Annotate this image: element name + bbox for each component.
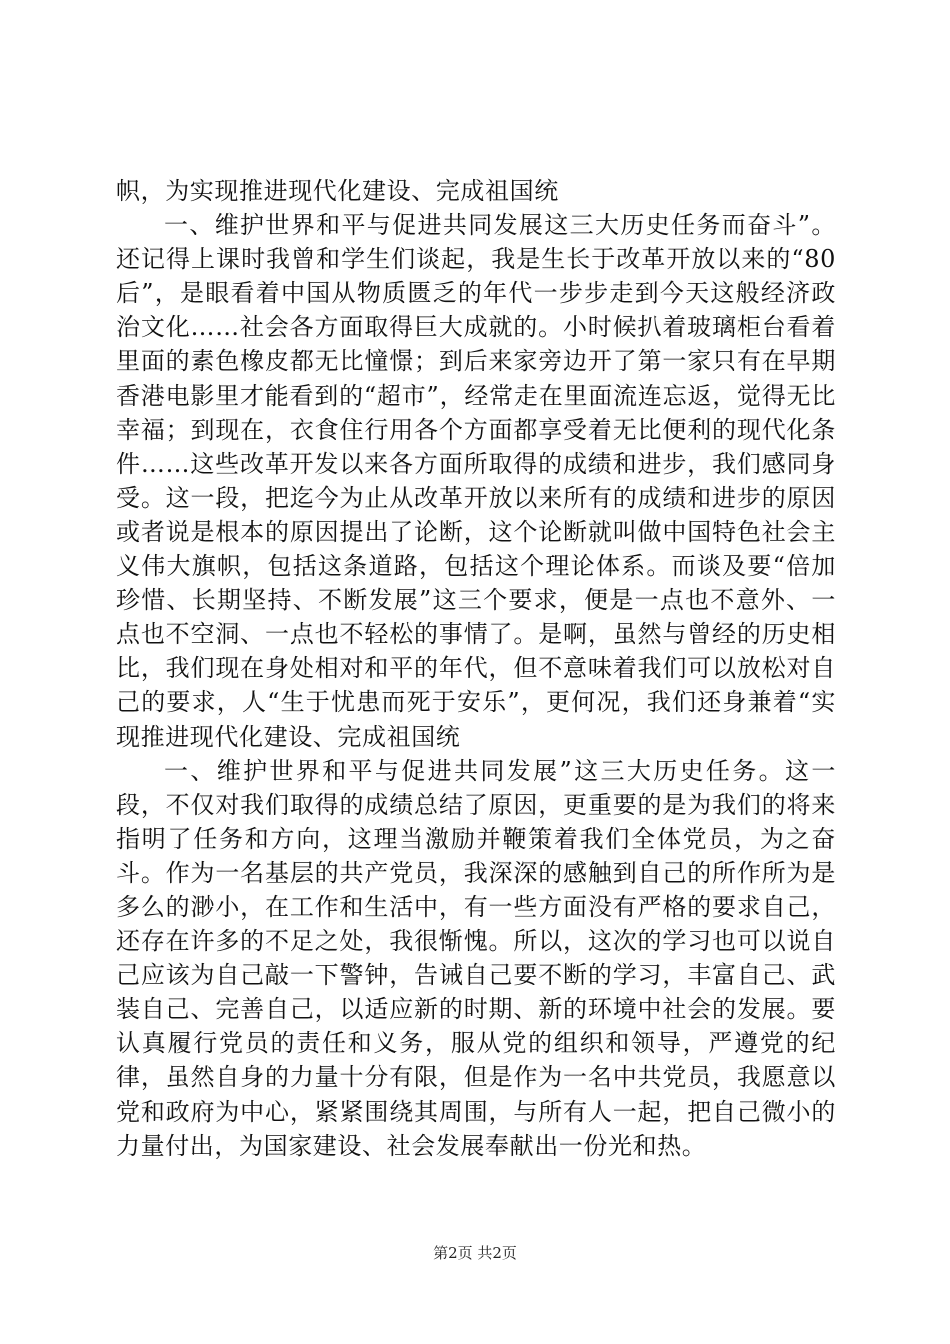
- page-footer: 第2页 共2页: [433, 1244, 517, 1262]
- paragraph-1: 帜，为实现推进现代化建设、完成祖国统: [116, 177, 559, 205]
- paragraph-2: 一、维护世界和平与促进共同发展这三大历史任务而奋斗”。还记得上课时我曾和学生们谈起，我是生长于改革开放以来的“80后”，是眼看着中国从物质匮乏的年代一步步走到今天这般经济政治文化……社会各方面取得巨大成就的。小时候扒着玻璃柜台看着里面的素色橡皮都无比憧憬；到后来家旁边开了第一家只有在早期香港电影里才能看到的“超市”，经常走在里面流连忘返，觉得无比幸福；到现在，衣食住行用各个方面都享受着无比便利的现代化条件……这些改革开发以来各方面所取得的成绩和进步，我们感同身受。这一段，把迄今为止从改革开放以来所有的成绩和进步的原因或者说是根本的原因提出了论断，这个论断就叫做中国特色社会主义伟大旗帜，包括这条道路，包括这个理论体系。而谈及要“倍加珍惜、长期坚持、不断发展”这三个要求，便是一点也不意外、一点也不空洞、一点也不轻松的事情了。是啊，虽然与曾经的历史相比，我们现在身处相对和平的年代，但不意味着我们可以放松对自己的要求，人“生于忧患而死于安乐”，更何况，我们还身兼着“实现推进现代化建设、完成祖国统: [116, 211, 836, 751]
- paragraph-3: 一、维护世界和平与促进共同发展”这三大历史任务。这一段，不仅对我们取得的成绩总结了原因，更重要的是为我们的将来指明了任务和方向，这理当激励并鞭策着我们全体党员，为之奋斗。作为一名基层的共产党员，我深深的感触到自己的所作所为是多么的渺小，在工作和生活中，有一些方面没有严格的要求自己，还存在许多的不足之处，我很惭愧。所以，这次的学习也可以说自己应该为自己敲一下警钟，告诫自己要不断的学习，丰富自己、武装自己、完善自己，以适应新的时期、新的环境中社会的发展。要认真履行党员的责任和义务，服从党的组织和领导，严遵党的纪律，虽然自身的力量十分有限，但是作为一名中共党员，我愿意以党和政府为中心，紧紧围绕其周围，与所有人一起，把自己微小的力量付出，为国家建设、社会发展奉献出一份光和热。: [116, 756, 836, 1160]
- document-body: [116, 174, 836, 1163]
